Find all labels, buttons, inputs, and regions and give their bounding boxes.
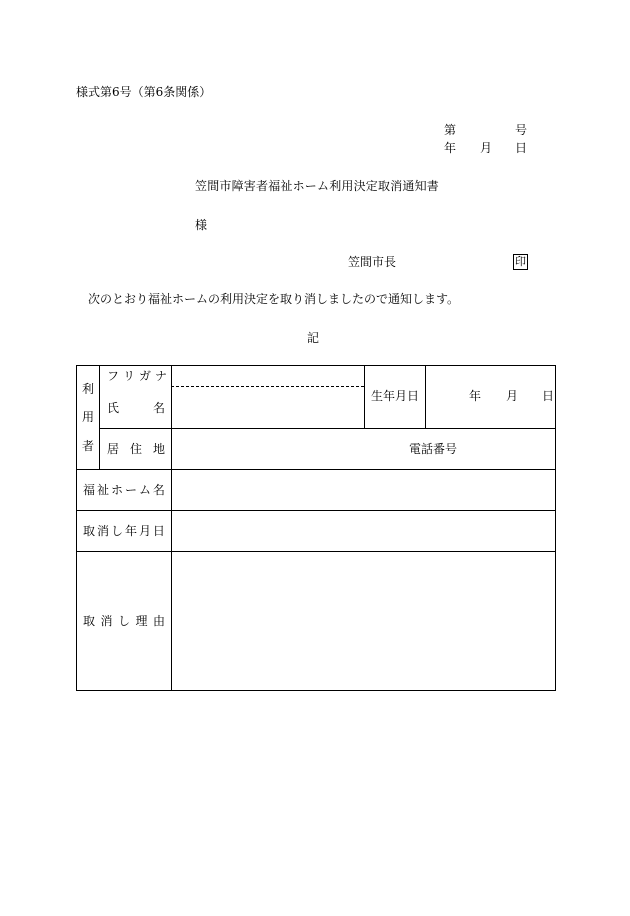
document-number-suffix: 号 <box>515 123 528 137</box>
user-label-1: 利 <box>82 382 95 396</box>
birthdate-year: 年 <box>469 389 482 403</box>
furigana-label: フ リ ガ ナ <box>107 369 167 383</box>
date-day-label: 日 <box>515 141 528 155</box>
furigana-divider <box>171 386 364 387</box>
birthdate-day: 日 <box>542 389 555 403</box>
col-rule-user <box>99 366 100 469</box>
home-name-label: 福 祉 ホ ー ム 名 <box>83 483 165 497</box>
document-title: 笠間市障害者福祉ホーム利用決定取消通知書 <box>195 179 440 193</box>
row-rule-home-bottom <box>77 510 556 511</box>
date-year-label: 年 <box>444 141 457 155</box>
user-label-3: 者 <box>82 439 95 453</box>
col-rule-birthdate-label-right <box>425 366 426 428</box>
row-rule-cancel-date-bottom <box>77 551 556 552</box>
row-rule-address-top <box>99 428 556 429</box>
notification-table <box>76 365 556 691</box>
birthdate-month: 月 <box>506 389 519 403</box>
row-rule-user-bottom <box>77 469 556 470</box>
form-id: 様式第6号（第6条関係） <box>76 85 212 99</box>
issuer-name: 笠間市長 <box>348 255 397 269</box>
seal-mark: 印 <box>515 255 526 268</box>
name-label: 氏 名 <box>107 401 165 415</box>
phone-label: 電話番号 <box>409 442 458 456</box>
birthdate-label: 生年月日 <box>371 389 420 403</box>
document-number-prefix: 第 <box>444 123 457 137</box>
col-rule-birthdate-label-left <box>364 366 365 428</box>
col-rule-labels <box>171 366 172 691</box>
addressee-honorific: 様 <box>195 218 208 232</box>
address-label: 居 住 地 <box>107 442 165 456</box>
user-label-2: 用 <box>82 410 95 424</box>
cancel-date-label: 取 消 し 年 月 日 <box>83 524 165 538</box>
cancel-reason-label: 取 消 し 理 由 <box>83 614 165 628</box>
date-month-label: 月 <box>480 141 493 155</box>
ki-heading: 記 <box>307 331 320 345</box>
body-text: 次のとおり福祉ホームの利用決定を取り消しましたので通知します。 <box>88 292 460 306</box>
